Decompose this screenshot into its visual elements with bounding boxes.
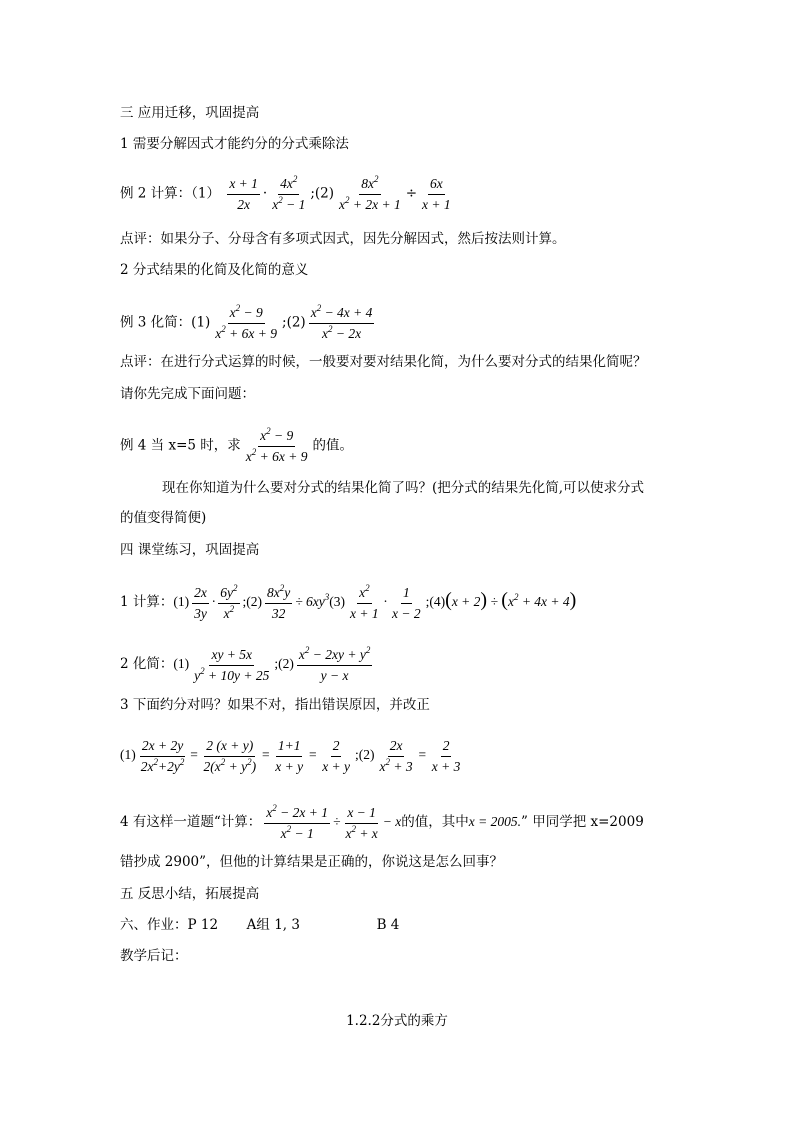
fraction: $\frac{2x + 2y}{2x^2+2y^2}$ <box>140 738 185 774</box>
homework-label: 六、作业：P 12 <box>120 917 219 933</box>
fraction: $\frac{2x}{x^2 + 3}$ <box>379 738 413 774</box>
next-lesson-title: 1.2.2分式的乘方 <box>346 1013 448 1029</box>
section-heading-3: 三 应用迁移，巩固提高 <box>120 105 260 121</box>
example-4-suffix: 的值。 <box>312 437 353 454</box>
example-2-label: 例 2 计算：（1） <box>120 185 221 202</box>
fraction: $\frac{6y^2}{x^2}$ <box>220 583 238 621</box>
exercise-2: 2 化简：(1) $\frac{xy + 5x}{y^2 + 10y + 25}$ ;(2) $\frac{x^2 - 2xy + y^2}{y - x}$ <box>120 645 371 683</box>
example-3-separator: ;(2) <box>282 314 306 331</box>
exercise-1: 1 计算：(1) $\frac{2x}{3y}$ · $\frac{6y^2}{x^2}$ ;(2) $\frac{8x^2y}{32}$ ÷ $6xy^3(3)$ $\frac{x^2}{x + 1}$ · $\frac{1}{x - 2}$ ;(4)(x + $2) \div (x^2 + 4x + 4)$ <box>120 583 577 621</box>
fraction: $\frac{x^2 - 9}{x^2 + 6x + 9}$ <box>215 303 278 341</box>
exercise-4-pre: 4 有这样一道题“计算： <box>120 814 262 831</box>
exercise-2-label: 2 化简： <box>120 656 174 673</box>
fraction: $\frac{x + 1}{2x}$ <box>229 176 258 212</box>
fraction: $\frac{x - 1}{x^2 + x}$ <box>345 805 378 841</box>
fraction: $\frac{1+1}{x + y}$ <box>275 738 304 774</box>
exercise-4-line-2: 错抄成 2900”，但他的计算结果是正确的，你说这是怎么回事？ <box>120 854 504 870</box>
fraction: $\frac{x^2 - 9}{x^2 + 6x + 9}$ <box>245 426 308 464</box>
exercise-4-mid: 的值，其中 <box>401 814 469 831</box>
section-heading-4: 四 课堂练习，巩固提高 <box>120 542 260 558</box>
item-2-title: 2 分式结果的化简及化简的意义 <box>120 262 309 278</box>
fraction: $\frac{8x^2y}{32}$ <box>267 583 291 621</box>
fraction: $\frac{2 (x + y)}{2(x^2 + y^2)}$ <box>203 738 257 774</box>
fraction: $\frac{8x^2}{x^2 + 2x + 1}$ <box>339 174 401 212</box>
exercise-4: 4 有这样一道题“计算： $\frac{x^2 - 2x + 1}{x^2 - 1}$ ÷ $\frac{x - 1}{x^2 + x}$ − x的值，其中x = 2005.” 甲同学把 x=2009 <box>120 803 644 841</box>
example-3-label: 例 3 化简：(1) <box>120 314 211 331</box>
postscript-label: 教学后记： <box>120 948 188 964</box>
comment-2: 点评：在进行分式运算的时候，一般要对要对结果化简，为什么要对分式的结果化简呢？ <box>120 354 647 370</box>
explanation-line-2: 的值变得简便) <box>120 510 207 526</box>
fraction: $\frac{2}{x + y}$ <box>322 738 351 774</box>
explanation-line-1: 现在你知道为什么要对分式的结果化简了吗？(把分式的结果先化简,可以使求分式 <box>162 480 645 496</box>
homework-group-b: B 4 <box>376 917 400 933</box>
example-3 <box>120 305 377 341</box>
exercise-4-post: ” 甲同学把 x=2009 <box>521 814 644 831</box>
fraction: $\frac{x^2}{x + 1}$ <box>350 583 379 621</box>
section-heading-5: 五 反思小结，拓展提高 <box>120 886 260 902</box>
fraction: $\frac{2x}{3y}$ <box>194 585 207 621</box>
prompt-text: 请你先完成下面问题： <box>120 386 255 402</box>
fraction: $\frac{2}{x + 3}$ <box>431 738 461 774</box>
homework-line <box>120 915 399 935</box>
fraction: $\frac{x^2 - 2x + 1}{x^2 - 1}$ <box>266 803 329 841</box>
example-2-separator: ;(2) <box>310 185 335 202</box>
example-4 <box>120 428 353 464</box>
item-1-title: 1 需要分解因式才能约分的分式乘除法 <box>120 136 349 152</box>
example-2: 例 2 计算：（1） $\frac{x + 1}{2x}$ · $\frac{4x^2}{x^2 - 1}$ ;(2) $\frac{8x^2}{x^2 + 2x + 1}$ ÷ $\frac{6x}{x + 1}$ <box>120 174 451 212</box>
exercise-1-label: 1 计算： <box>120 594 174 611</box>
exercise-3-text: 3 下面约分对吗？如果不对，指出错误原因，并改正 <box>120 697 430 713</box>
fraction: $\frac{1}{x - 2}$ <box>392 585 421 621</box>
fraction: $\frac{4x^2}{x^2 - 1}$ <box>272 174 306 212</box>
example-4-label: 例 4 当 x=5 时，求 <box>120 437 241 454</box>
fraction: $\frac{x^2 - 2xy + y^2}{y - x}$ <box>298 645 371 683</box>
homework-group-a: A组 1, 3 <box>246 917 300 933</box>
fraction: $\frac{x^2 - 4x + 4}{x^2 - 2x}$ <box>310 303 373 341</box>
fraction: $\frac{xy + 5x}{y^2 + 10y + 25}$ <box>194 647 270 683</box>
exercise-3-equations: (1) $\frac{2x + 2y}{2x^2+2y^2}$ = $\frac{2 (x + y)}{2(x^2 + y^2)}$ = $\frac{1+1}{x + y}$ = $\frac{2}{x + y}$ ;(2) $\frac{2x}{x^2 + 3}$ = $\frac{2}{x + 3}$ <box>120 738 461 774</box>
fraction: $\frac{6x}{x + 1}$ <box>422 176 451 212</box>
comment-1: 点评：如果分子、分母含有多项式因式，因先分解因式，然后按法则计算。 <box>120 231 566 247</box>
